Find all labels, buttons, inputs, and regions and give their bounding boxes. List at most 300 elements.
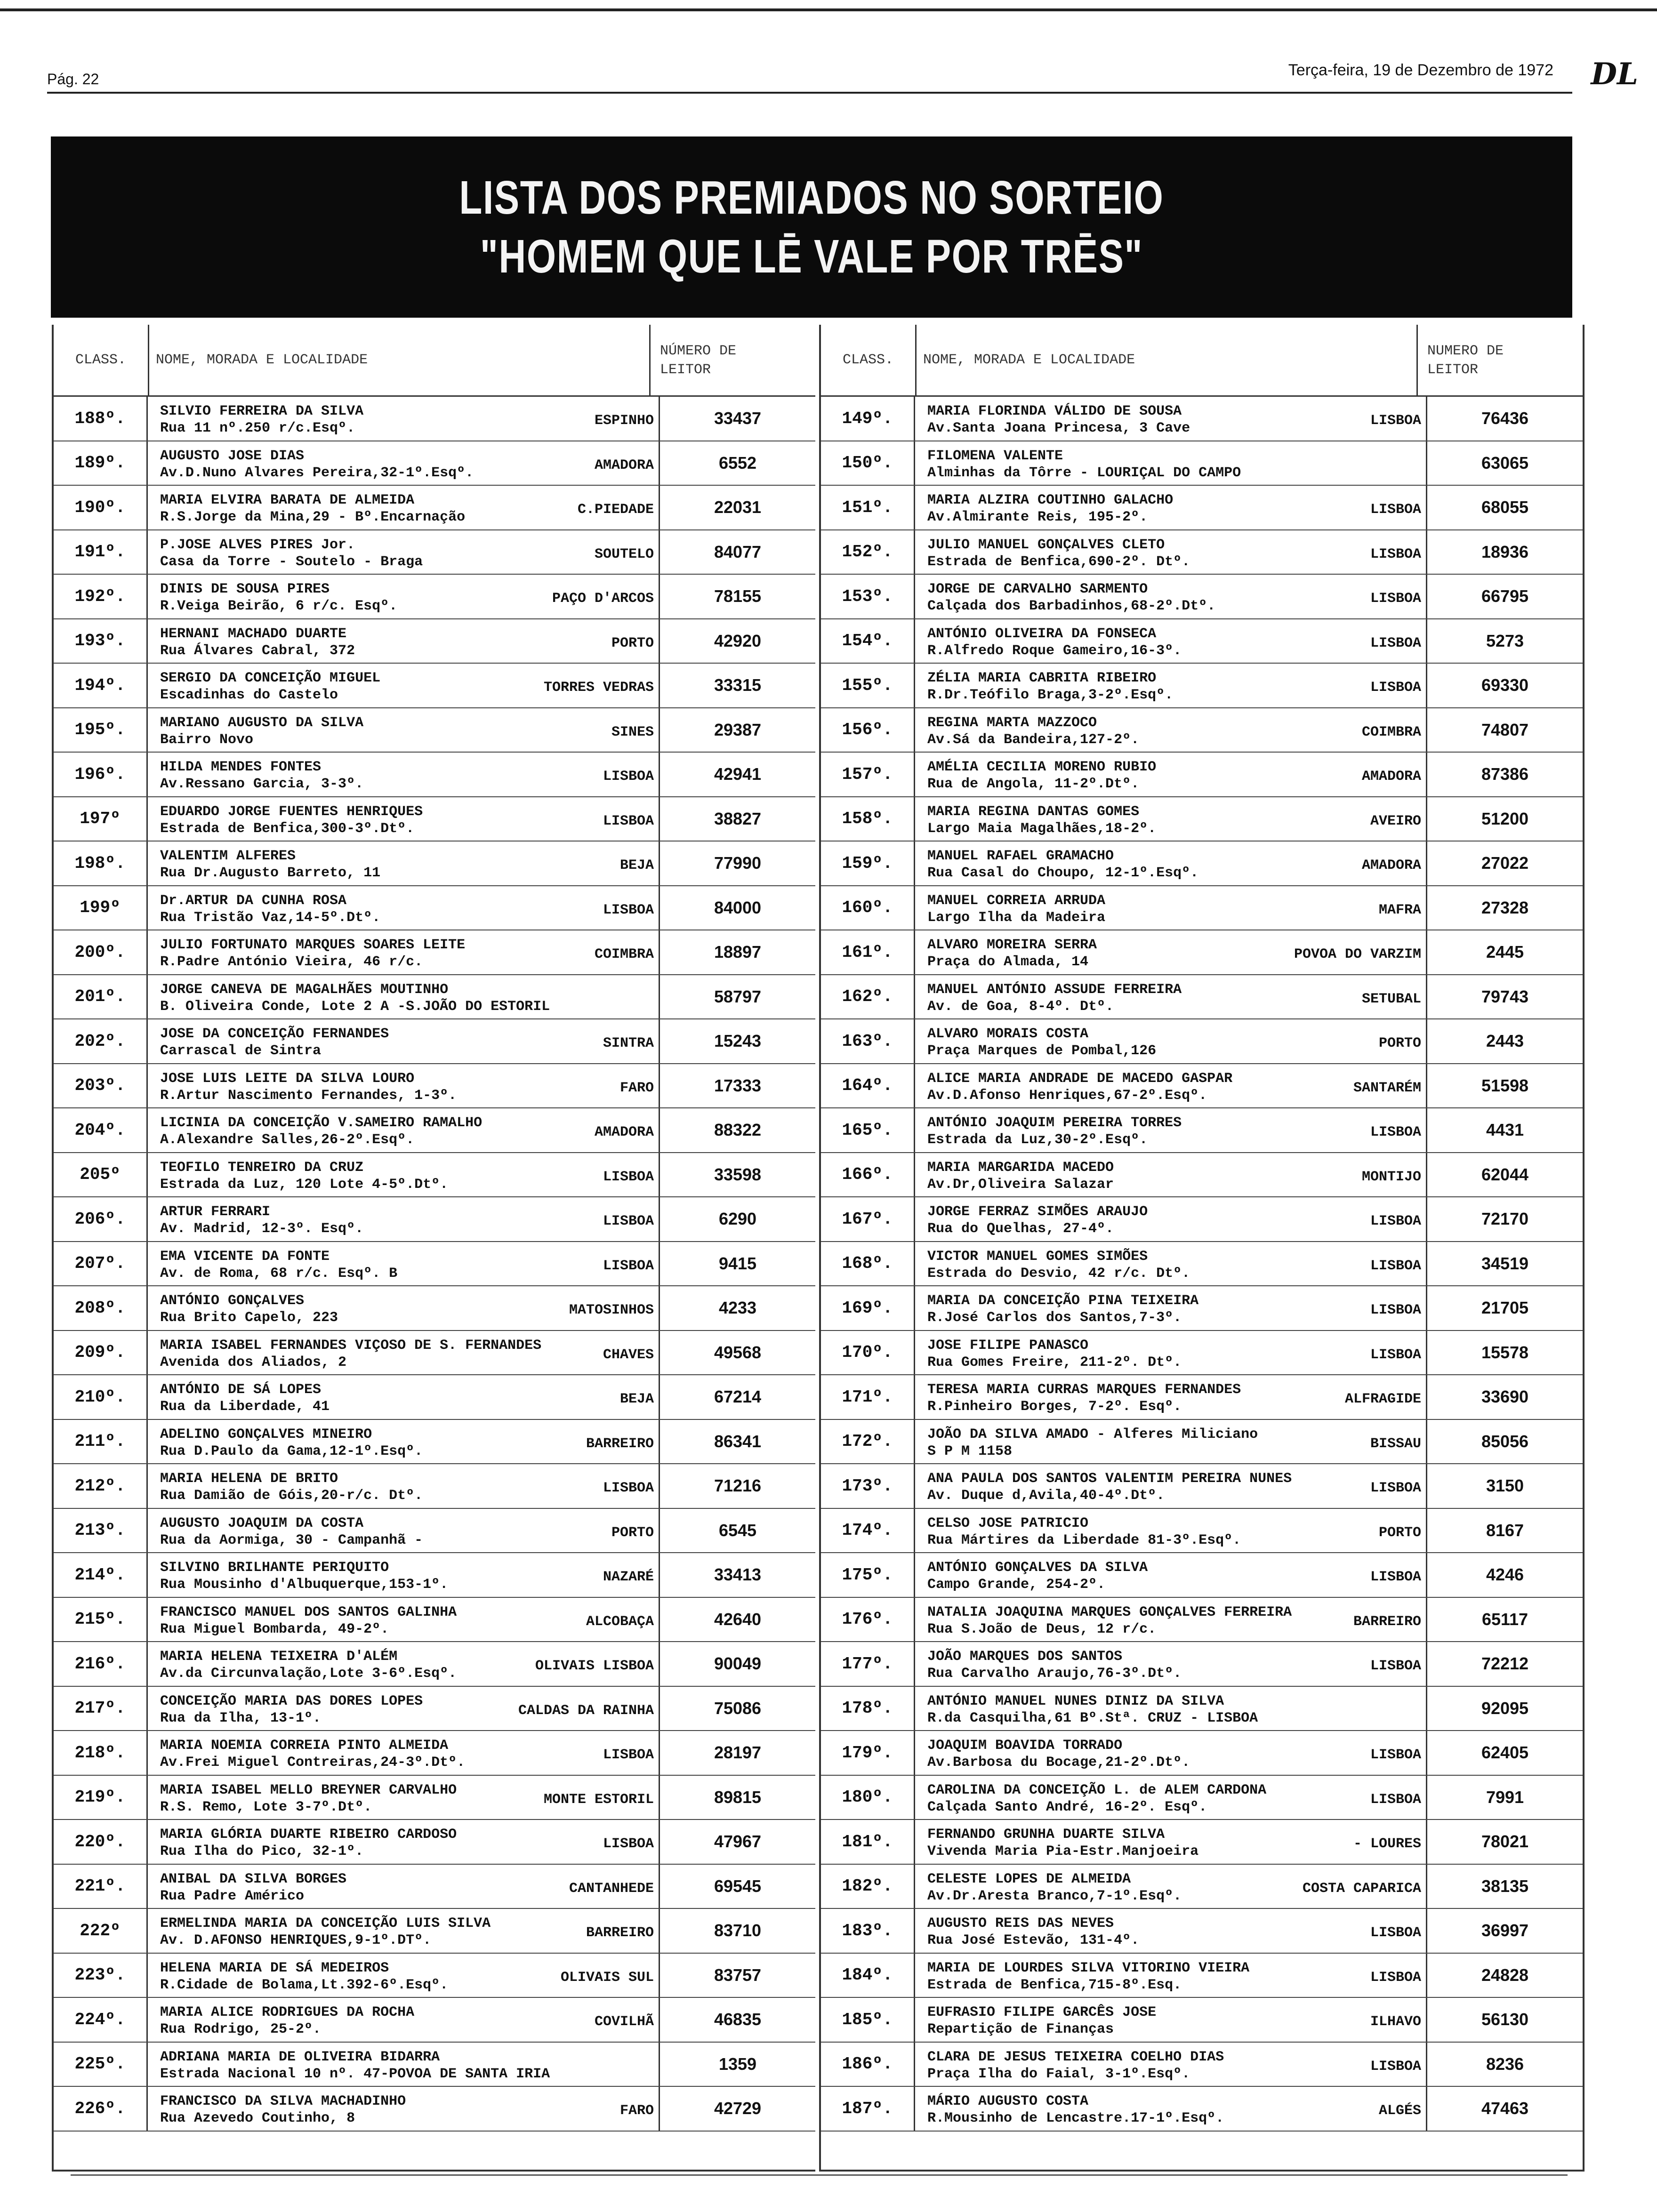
reader-number: 5273 xyxy=(1486,631,1524,650)
table-row xyxy=(54,1509,815,1554)
table-row xyxy=(821,1375,1583,1420)
reader-number: 33598 xyxy=(714,1164,762,1184)
entry-cell xyxy=(915,1642,1427,1686)
winner-locality: OLIVAIS LISBOA xyxy=(535,1658,654,1674)
title-banner xyxy=(51,136,1572,318)
winner-address: Praça Marques de Pombal,126 xyxy=(927,1043,1157,1059)
winner-locality: NAZARÉ xyxy=(603,1569,654,1585)
rank-cell: 161º. xyxy=(821,930,915,974)
winner-address: Av. Duque d,Avila,40-4º.Dtº. xyxy=(927,1488,1165,1504)
rank-cell: 175º. xyxy=(821,1553,915,1597)
reader-number: 18936 xyxy=(1481,542,1529,561)
rank-cell: 191º. xyxy=(54,530,148,574)
winner-name: SILVIO FERREIRA DA SILVA xyxy=(160,403,364,419)
winner-locality: ALCOBAÇA xyxy=(586,1613,654,1630)
reader-number: 84000 xyxy=(714,898,762,917)
rank-cell: 168º. xyxy=(821,1242,915,1286)
winner-name: MARIANO AUGUSTO DA SILVA xyxy=(160,714,364,731)
reader-number: 2445 xyxy=(1486,942,1524,962)
entry-cell xyxy=(915,1331,1427,1375)
winner-name: JULIO FORTUNATO MARQUES SOARES LEITE xyxy=(160,937,466,953)
table-row xyxy=(821,1731,1583,1776)
reader-number: 63065 xyxy=(1481,453,1529,473)
table-row xyxy=(821,1820,1583,1865)
winner-locality: LISBOA xyxy=(1370,1346,1421,1363)
winner-locality: LISBOA xyxy=(603,1169,654,1185)
entry-cell xyxy=(148,1375,660,1419)
table-row xyxy=(821,1998,1583,2043)
reader-number: 38135 xyxy=(1481,1876,1529,1896)
table-row xyxy=(54,797,815,842)
entry-cell xyxy=(148,842,660,885)
rank-cell: 153º. xyxy=(821,575,915,618)
reader-number: 51598 xyxy=(1481,1075,1529,1095)
winner-name: MANUEL CORREIA ARRUDA xyxy=(927,892,1106,909)
winner-locality: LISBOA xyxy=(603,1213,654,1229)
winner-address: Praça Ilha do Faial, 3-1º.Esqº. xyxy=(927,2066,1190,2082)
entry-cell xyxy=(148,664,660,707)
reader-number: 65117 xyxy=(1481,1609,1528,1629)
winner-name: AUGUSTO JOSE DIAS xyxy=(160,448,305,464)
rank-cell: 150º. xyxy=(821,441,915,485)
table-row xyxy=(54,930,815,975)
reader-number: 42941 xyxy=(714,764,762,784)
reader-number: 21705 xyxy=(1481,1298,1529,1318)
winner-address: Rua Ilha do Pico, 32-1º. xyxy=(160,1843,364,1859)
reader-number: 7991 xyxy=(1486,1787,1524,1807)
winner-name: MARIA FLORINDA VÁLIDO DE SOUSA xyxy=(927,403,1182,419)
entry-cell xyxy=(148,1197,660,1241)
reader-number: 83710 xyxy=(714,1921,762,1940)
entry-cell xyxy=(915,2087,1427,2131)
reader-number: 46835 xyxy=(714,2010,762,2029)
entry-cell xyxy=(915,797,1427,841)
table-row xyxy=(54,1242,815,1287)
rank-cell: 169º. xyxy=(821,1286,915,1330)
winner-locality: AVEIRO xyxy=(1370,813,1421,829)
winner-address: R.S.Jorge da Mina,29 - Bº.Encarnação xyxy=(160,509,466,525)
entry-cell xyxy=(148,1019,660,1063)
winner-address: R.Pinheiro Borges, 7-2º. Esqº. xyxy=(927,1399,1182,1415)
winner-locality: BISSAU xyxy=(1370,1435,1421,1452)
winner-locality: LISBOA xyxy=(1370,413,1421,429)
reader-number: 1359 xyxy=(718,2054,757,2074)
winner-name: Dr.ARTUR DA CUNHA ROSA xyxy=(160,892,347,909)
rank-cell: 186º. xyxy=(821,2043,915,2086)
winner-address: Rua do Quelhas, 27-4º. xyxy=(927,1221,1114,1237)
reader-number: 78155 xyxy=(714,586,762,606)
header-class: CLASS. xyxy=(54,325,149,395)
reader-number: 6545 xyxy=(718,1520,757,1540)
rank-cell: 178º. xyxy=(821,1687,915,1731)
rank-cell: 219º. xyxy=(54,1776,148,1819)
rank-cell: 204º. xyxy=(54,1108,148,1152)
winners-table-right xyxy=(819,325,1585,2172)
entry-cell xyxy=(148,1865,660,1908)
table-row xyxy=(821,1331,1583,1376)
entry-cell xyxy=(915,1108,1427,1152)
winner-address: Vivenda Maria Pia-Estr.Manjoeira xyxy=(927,1843,1199,1859)
winner-name: JORGE CANEVA DE MAGALHÃES MOUTINHO xyxy=(160,981,449,998)
winner-locality: CHAVES xyxy=(603,1346,654,1363)
reader-number: 56130 xyxy=(1481,2010,1529,2029)
reader-number: 71216 xyxy=(714,1476,762,1496)
winner-address: Campo Grande, 254-2º. xyxy=(927,1577,1106,1593)
winner-name: CELESTE LOPES DE ALMEIDA xyxy=(927,1871,1131,1887)
winner-name: ANA PAULA DOS SANTOS VALENTIM PEREIRA NUNES xyxy=(927,1471,1292,1487)
entry-cell xyxy=(148,1954,660,1997)
winner-locality: LISBOA xyxy=(603,1480,654,1496)
winner-name: MARIA ISABEL FERNANDES VIÇOSO DE S. FERNANDES xyxy=(160,1337,542,1354)
winner-address: Av.Frei Miguel Contreiras,24-3º.Dtº. xyxy=(160,1755,466,1771)
rank-cell: 152º. xyxy=(821,530,915,574)
table-body xyxy=(54,397,815,2132)
entry-cell xyxy=(915,2043,1427,2086)
winners-table-left xyxy=(52,325,815,2172)
winner-locality: ILHAVO xyxy=(1370,2014,1421,2030)
winner-address: R.da Casquilha,61 Bº.Stª. CRUZ - LISBOA xyxy=(927,1710,1258,1726)
rank-cell: 156º. xyxy=(821,708,915,752)
reader-number: 27022 xyxy=(1481,853,1529,873)
table-body xyxy=(821,397,1583,2132)
winner-name: CELSO JOSE PATRICIO xyxy=(927,1515,1089,1531)
winner-address: Rua Rodrigo, 25-2º. xyxy=(160,2021,322,2037)
winner-name: ZÉLIA MARIA CABRITA RIBEIRO xyxy=(927,670,1157,686)
reader-number: 8167 xyxy=(1486,1520,1524,1540)
reader-number: 22031 xyxy=(714,497,762,517)
winner-name: MARIA GLÓRIA DUARTE RIBEIRO CARDOSO xyxy=(160,1827,457,1843)
winner-locality: SINTRA xyxy=(603,1035,654,1051)
rank-cell: 200º. xyxy=(54,930,148,974)
rank-cell: 207º. xyxy=(54,1242,148,1286)
winner-name: MARIA ISABEL MELLO BREYNER CARVALHO xyxy=(160,1782,457,1798)
winner-address: R.José Carlos dos Santos,7-3º. xyxy=(927,1310,1182,1326)
winner-locality: OLIVAIS SUL xyxy=(560,1969,654,1986)
winner-name: MARIA NOEMIA CORREIA PINTO ALMEIDA xyxy=(160,1738,449,1754)
reader-number: 86341 xyxy=(714,1431,762,1451)
winner-address: Estrada Nacional 10 nº. 47-POVOA DE SANTA IRIA xyxy=(160,2066,550,2082)
reader-number: 85056 xyxy=(1481,1431,1529,1451)
rank-cell: 165º. xyxy=(821,1108,915,1152)
reader-number: 15243 xyxy=(714,1031,762,1051)
winner-address: Rua Álvares Cabral, 372 xyxy=(160,642,355,659)
rank-cell: 185º. xyxy=(821,1998,915,2042)
table-row xyxy=(54,2043,815,2087)
header-number-line-1: NUMERO DE xyxy=(1427,343,1504,359)
reader-number: 47967 xyxy=(714,1832,762,1851)
winner-name: MARIA ALZIRA COUTINHO GALACHO xyxy=(927,492,1174,508)
entry-cell xyxy=(148,2043,660,2086)
banner-title-line-1: LISTA DOS PREMIADOS NO SORTEIO xyxy=(459,171,1164,224)
entry-cell xyxy=(915,1731,1427,1775)
winner-name: JOSE DA CONCEIÇÃO FERNANDES xyxy=(160,1026,389,1042)
table-row xyxy=(821,753,1583,797)
table-row xyxy=(54,842,815,886)
winner-locality: LISBOA xyxy=(1370,1213,1421,1229)
winner-name: AUGUSTO REIS DAS NEVES xyxy=(927,1915,1114,1931)
winner-address: Largo Ilha da Madeira xyxy=(927,909,1106,926)
rank-cell: 177º. xyxy=(821,1642,915,1686)
winner-name: JOÃO MARQUES DOS SANTOS xyxy=(927,1649,1123,1665)
reader-number: 87386 xyxy=(1481,764,1529,784)
winner-locality: PORTO xyxy=(611,1524,654,1541)
winner-name: MARIA DA CONCEIÇÃO PINA TEIXEIRA xyxy=(927,1293,1199,1309)
winner-name: CLARA DE JESUS TEIXEIRA COELHO DIAS xyxy=(927,2049,1224,2065)
rank-cell: 205º xyxy=(54,1153,148,1197)
winner-address: Rua Azevedo Coutinho, 8 xyxy=(160,2110,355,2126)
table-row xyxy=(54,2087,815,2132)
winner-name: ANIBAL DA SILVA BORGES xyxy=(160,1871,347,1887)
rank-cell: 166º. xyxy=(821,1153,915,1197)
header-name: NOME, MORADA E LOCALIDADE xyxy=(917,325,1418,395)
winner-locality: LISBOA xyxy=(603,1836,654,1852)
winner-locality: BEJA xyxy=(619,1391,654,1407)
winner-address: Estrada da Luz,30-2º.Esqº. xyxy=(927,1132,1148,1148)
table-row xyxy=(54,1909,815,1954)
entry-cell xyxy=(148,1509,660,1553)
reader-number: 49568 xyxy=(714,1342,762,1362)
winner-address: Repartição de Finanças xyxy=(927,2021,1114,2037)
reader-number: 62044 xyxy=(1481,1164,1529,1184)
rank-cell: 212º. xyxy=(54,1464,148,1508)
winner-locality: SINES xyxy=(611,724,654,740)
winner-locality: LISBOA xyxy=(603,1747,654,1763)
winner-address: S P M 1158 xyxy=(927,1443,1013,1459)
rank-cell: 172º. xyxy=(821,1420,915,1464)
rank-cell: 149º. xyxy=(821,397,915,441)
reader-number: 4246 xyxy=(1486,1565,1524,1585)
winner-locality: C.PIEDADE xyxy=(577,502,654,518)
rank-cell: 151º. xyxy=(821,486,915,529)
reader-number: 2443 xyxy=(1486,1031,1524,1051)
winner-locality: BEJA xyxy=(619,858,654,874)
winner-name: ALVARO MOREIRA SERRA xyxy=(927,937,1097,953)
rank-cell: 171º. xyxy=(821,1375,915,1419)
winner-locality: COIMBRA xyxy=(1361,724,1421,740)
banner-title-line-2: "HOMEM QUE LĒ VALE POR TRĒS" xyxy=(480,230,1143,283)
reader-number: 33315 xyxy=(714,675,762,695)
reader-number: 72170 xyxy=(1481,1209,1529,1229)
winner-name: MANUEL ANTÓNIO ASSUDE FERREIRA xyxy=(927,981,1182,998)
table-row xyxy=(54,441,815,486)
table-row xyxy=(54,397,815,441)
winner-name: FILOMENA VALENTE xyxy=(927,448,1063,464)
entry-cell xyxy=(915,1019,1427,1063)
winner-locality: TORRES VEDRAS xyxy=(543,680,654,696)
table-row xyxy=(54,1776,815,1820)
winner-name: MARIA ALICE RODRIGUES DA ROCHA xyxy=(160,2004,415,2020)
entry-cell xyxy=(915,397,1427,441)
table-row xyxy=(54,530,815,575)
table-row xyxy=(821,1909,1583,1954)
winner-address: Estrada de Benfica,300-3º.Dtº. xyxy=(160,820,415,837)
winner-locality: ESPINHO xyxy=(594,413,654,429)
table-row xyxy=(821,1509,1583,1554)
table-row xyxy=(821,1642,1583,1687)
winner-name: ARTUR FERRARI xyxy=(160,1204,271,1220)
winner-address: R.Alfredo Roque Gameiro,16-3º. xyxy=(927,642,1182,659)
table-row xyxy=(821,975,1583,1020)
reader-number: 72212 xyxy=(1481,1654,1529,1674)
winner-name: TERESA MARIA CURRAS MARQUES FERNANDES xyxy=(927,1382,1241,1398)
winner-name: VALENTIM ALFERES xyxy=(160,848,296,864)
rank-cell: 198º. xyxy=(54,842,148,885)
winner-address: Carrascal de Sintra xyxy=(160,1043,322,1059)
entry-cell xyxy=(915,1064,1427,1108)
winner-address: R.Veiga Beirão, 6 r/c. Esqº. xyxy=(160,598,398,614)
entry-cell xyxy=(148,441,660,485)
table-row xyxy=(821,664,1583,708)
rank-cell: 214º. xyxy=(54,1553,148,1597)
reader-number: 92095 xyxy=(1481,1698,1529,1718)
rank-cell: 218º. xyxy=(54,1731,148,1775)
rank-cell: 225º. xyxy=(54,2043,148,2086)
table-row xyxy=(54,1642,815,1687)
rank-cell: 213º. xyxy=(54,1509,148,1553)
table-row xyxy=(821,1286,1583,1331)
winner-address: Estrada da Luz, 120 Lote 4-5º.Dtº. xyxy=(160,1176,449,1193)
entry-cell xyxy=(915,1197,1427,1241)
rank-cell: 224º. xyxy=(54,1998,148,2042)
winner-address: Av.D.Afonso Henriques,67-2º.Esqº. xyxy=(927,1087,1207,1104)
entry-cell xyxy=(148,1420,660,1464)
winner-locality: LISBOA xyxy=(1370,546,1421,562)
reader-number: 69330 xyxy=(1481,675,1529,695)
winner-name: CAROLINA DA CONCEIÇÃO L. de ALEM CARDONA xyxy=(927,1782,1267,1798)
winner-locality: MAFRA xyxy=(1378,902,1421,918)
winner-name: MARIA HELENA DE BRITO xyxy=(160,1471,338,1487)
rank-cell: 170º. xyxy=(821,1331,915,1375)
rank-cell: 220º. xyxy=(54,1820,148,1864)
rank-cell: 179º. xyxy=(821,1731,915,1775)
entry-cell xyxy=(148,797,660,841)
winner-name: DINIS DE SOUSA PIRES xyxy=(160,581,330,597)
reader-number: 62405 xyxy=(1481,1743,1529,1763)
rank-cell: 209º. xyxy=(54,1331,148,1375)
rank-cell: 211º. xyxy=(54,1420,148,1464)
winner-locality: LISBOA xyxy=(1370,502,1421,518)
entry-cell xyxy=(148,1464,660,1508)
winner-address: Av. de Goa, 8-4º. Dtº. xyxy=(927,998,1114,1015)
rank-cell: 192º. xyxy=(54,575,148,618)
winner-address: Casa da Torre - Soutelo - Braga xyxy=(160,553,423,570)
winner-address: R.Padre António Vieira, 46 r/c. xyxy=(160,954,423,970)
winner-address: Av.D.Nuno Alvares Pereira,32-1º.Esqº. xyxy=(160,465,474,481)
table-row xyxy=(54,1553,815,1598)
rank-cell: 157º. xyxy=(821,753,915,796)
winner-locality: LISBOA xyxy=(1370,1925,1421,1941)
reader-number: 58797 xyxy=(714,986,762,1006)
winner-name: MARIA HELENA TEIXEIRA D'ALÉM xyxy=(160,1649,398,1665)
winner-address: Rua de Angola, 11-2º.Dtº. xyxy=(927,776,1140,792)
rank-cell: 222º xyxy=(54,1909,148,1953)
winner-locality: PORTO xyxy=(1378,1524,1421,1541)
table-row xyxy=(821,1064,1583,1109)
entry-cell xyxy=(148,1331,660,1375)
table-row xyxy=(821,1553,1583,1598)
reader-number: 24828 xyxy=(1481,1965,1529,1985)
winner-locality: MONTE ESTORIL xyxy=(543,1791,654,1808)
winner-address: Rua Dr.Augusto Barreto, 11 xyxy=(160,865,381,881)
newspaper-logo: DL xyxy=(1591,56,1638,92)
winner-locality: MONTIJO xyxy=(1361,1169,1421,1185)
winner-address: Rua Mousinho d'Albuquerque,153-1º. xyxy=(160,1577,449,1593)
rank-cell: 206º. xyxy=(54,1197,148,1241)
winner-address: R.Cidade de Bolama,Lt.392-6º.Esqº. xyxy=(160,1977,449,1993)
rank-cell: 226º. xyxy=(54,2087,148,2131)
entry-cell xyxy=(148,530,660,574)
winner-name: EUFRASIO FILIPE GARCÊS JOSE xyxy=(927,2004,1157,2020)
rank-cell: 154º. xyxy=(821,619,915,663)
rank-cell: 181º. xyxy=(821,1820,915,1864)
reader-number: 15578 xyxy=(1481,1342,1529,1362)
winner-address: Rua Miguel Bombarda, 49-2º. xyxy=(160,1621,389,1637)
reader-number: 84077 xyxy=(714,542,762,561)
winner-name: NATALIA JOAQUINA MARQUES GONÇALVES FERREIRA xyxy=(927,1604,1292,1620)
winner-name: FRANCISCO DA SILVA MACHADINHO xyxy=(160,2093,406,2109)
winner-name: VICTOR MANUEL GOMES SIMÕES xyxy=(927,1248,1148,1265)
reader-number: 75086 xyxy=(714,1698,762,1718)
table-row xyxy=(54,975,815,1020)
issue-date: Terça-feira, 19 de Dezembro de 1972 xyxy=(1288,61,1553,79)
winner-locality: LISBOA xyxy=(1370,1791,1421,1808)
table-row xyxy=(54,1064,815,1109)
table-row xyxy=(821,441,1583,486)
winner-locality: CALDAS DA RAINHA xyxy=(518,1702,654,1719)
reader-number: 6290 xyxy=(718,1209,757,1229)
rank-cell: 221º. xyxy=(54,1865,148,1908)
table-row xyxy=(821,486,1583,530)
entry-cell xyxy=(148,930,660,974)
winner-address: R.Mousinho de Lencastre.17-1º.Esqº. xyxy=(927,2110,1224,2126)
winner-name: LICINIA DA CONCEIÇÃO V.SAMEIRO RAMALHO xyxy=(160,1115,483,1131)
winner-name: HILDA MENDES FONTES xyxy=(160,759,322,775)
winner-address: Av. D.AFONSO HENRIQUES,9-1º.DTº. xyxy=(160,1932,432,1948)
table-row xyxy=(821,1687,1583,1731)
winner-locality: LISBOA xyxy=(1370,1658,1421,1674)
winner-address: Calçada dos Barbadinhos,68-2º.Dtº. xyxy=(927,598,1216,614)
header-number-line-1: NÚMERO DE xyxy=(660,343,737,359)
winner-locality: SANTARÉM xyxy=(1353,1080,1421,1096)
winner-name: JOÃO DA SILVA AMADO - Alferes Miliciano xyxy=(927,1426,1258,1443)
rank-cell: 190º. xyxy=(54,486,148,529)
footer-rule xyxy=(71,2174,1568,2176)
table-row xyxy=(821,1598,1583,1643)
entry-cell xyxy=(915,1420,1427,1464)
entry-cell xyxy=(148,708,660,752)
header-number-line-2: LEITOR xyxy=(660,362,711,378)
table-row xyxy=(821,1776,1583,1820)
table-row xyxy=(821,1197,1583,1242)
rank-cell: 215º. xyxy=(54,1598,148,1642)
rank-cell: 155º. xyxy=(821,664,915,707)
entry-cell xyxy=(148,397,660,441)
winner-address: Rua Padre Américo xyxy=(160,1888,305,1904)
winner-address: Rua Brito Capelo, 223 xyxy=(160,1310,338,1326)
winner-locality: BARREIRO xyxy=(1353,1613,1421,1630)
winner-name: ANTÓNIO DE SÁ LOPES xyxy=(160,1382,322,1398)
winner-address: Av. de Roma, 68 r/c. Esqº. B xyxy=(160,1265,398,1282)
reader-number: 36997 xyxy=(1481,1921,1529,1940)
table-row xyxy=(54,1687,815,1731)
winner-address: Av.Barbosa du Bocage,21-2º.Dtº. xyxy=(927,1755,1190,1771)
winner-name: HERNANI MACHADO DUARTE xyxy=(160,625,347,642)
winner-name: ADELINO GONÇALVES MINEIRO xyxy=(160,1426,372,1443)
table-row xyxy=(54,1998,815,2043)
winner-address: A.Alexandre Salles,26-2º.Esqº. xyxy=(160,1132,415,1148)
winner-address: Rua S.João de Deus, 12 r/c. xyxy=(927,1621,1157,1637)
rank-cell: 180º. xyxy=(821,1776,915,1819)
